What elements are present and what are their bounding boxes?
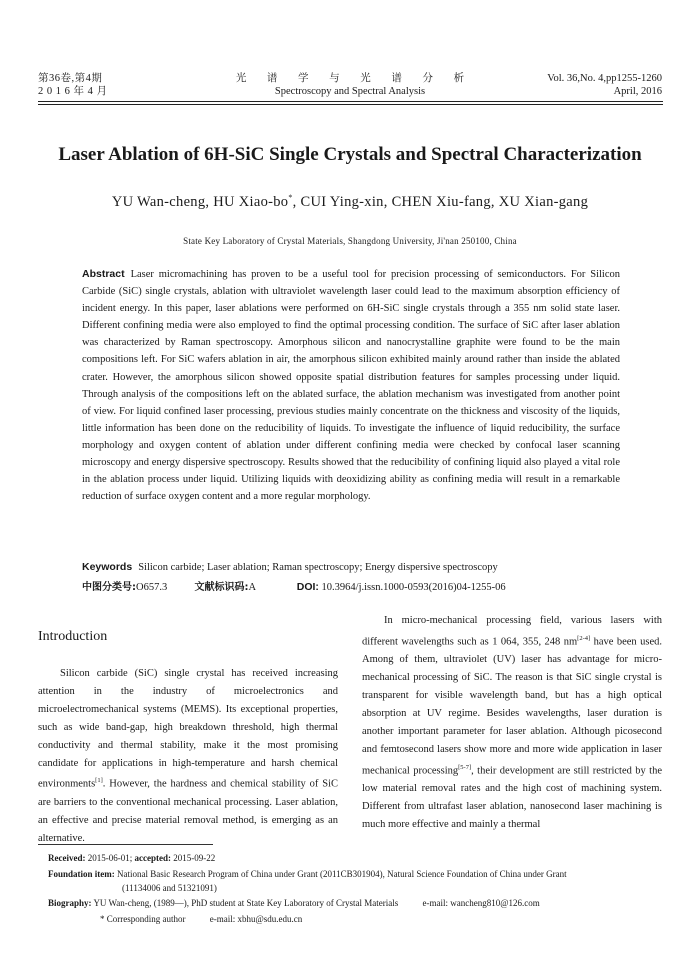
- affiliation: State Key Laboratory of Crystal Materials, Shangdong University, Ji'nan 250100, China: [183, 236, 517, 246]
- footnote-biography: [48, 896, 662, 910]
- header-right: [547, 72, 662, 98]
- section-heading-introduction: Introduction: [38, 629, 108, 644]
- author-list: [0, 193, 700, 211]
- volume-pages: Vol. 36,No. 4,pp1255-1260: [547, 73, 662, 84]
- journal-issue-cn: 第36卷,第4期: [38, 73, 103, 84]
- journal-name-cn: 光 谱 学 与 光 谱 分 析: [235, 73, 474, 84]
- paragraph-text: , their development are still restricted by the low material removal rates and the high cost of machining system. Different from ultrafast laser ablation, nanosecond laser machining is much more effective and mainly a thermal: [362, 765, 663, 830]
- clc-label: 中图分类号:: [82, 582, 136, 593]
- date-cn: 2 0 1 6 年 4 月: [38, 86, 108, 97]
- abstract: [82, 266, 620, 505]
- month-year: April, 2016: [613, 86, 662, 97]
- body-column-right: [362, 612, 662, 834]
- foundation-grants: (11134006 and 51321091): [122, 883, 217, 893]
- accepted-label: accepted:: [134, 853, 171, 863]
- doi-label: DOI:: [296, 581, 319, 593]
- paragraph: [38, 665, 338, 848]
- paragraph-text: have been used. Among of them, ultraviolet (UV) laser has advantage for micro-mechanical processing of SiC. The reason is that SiC single crystal is transparent for visible wavelength band, but has a high optical absorption at UV regime. Besides wavelengths, laser duration is another important parameter for laser ablation. Although picosecond and femtosecond lasers show more and more wide application in laser mechanical processing: [362, 636, 662, 777]
- abstract-text: Laser micromachining has proven to be a useful tool for precision processing of semiconductors. For Silicon Carbide (SiC) single crystals, ablation with ultraviolet wavelength laser could lead to the maximum absorption efficiency of incident energy. In this paper, laser ablations were performed on 6H-SiC single crystals through a 355 nm solid state laser. Different confining media were also employed to find the optimal processing condition. The surface of SiC after laser ablation was characterized by Raman spectroscopy. Amorphous silicon and nanocrystalline graphite were found to be the main compositions left. For SiC wafers ablation in air, the amorphous silicon exhibited mainly around rather than inside the ablated crater. However, the amorphous silicon showed opposite spatial distribution features for samples processing under liquid. Through analysis of the compositions left on the ablated surface, the ablation mechanism was investigated from another point of view. For liquid confined laser processing, previous studies mainly concentrate on the thickness and viscosity of the liquids, little information has been done on the reducibility of liquids. To investigate the influence of liquid reducibility, the surface morphology and oxygen content of ablation under different confining media were checked by confocal laser scanning microscopy and energy dispersive spectroscopy. Results showed that the reducibility of confining liquid also played a vital role in the ablation process under liquid. Utilizing liquids with deoxidizing ability as confining media will result in a remarkable reduction of surface oxygen content and a more regular morphology.: [82, 269, 620, 503]
- footnote-corresponding: [100, 912, 700, 926]
- citation: [2-4]: [577, 634, 591, 642]
- paragraph-text: Silicon carbide (SiC) single crystal has received increasing attention in the industry of microelectronics and microelectromechanical systems (MEMS). Its exceptional properties, such as wide band-gap, high breakdown threshold, high thermal conductivity and thermal stability, make it the most promising candidate for applications in high-temperature and harsh chemical environments: [38, 668, 338, 790]
- authors-first: YU Wan-cheng, HU Xiao-bo: [111, 193, 289, 210]
- footnote-foundation: [48, 867, 662, 895]
- header-rule-bottom: [38, 104, 663, 105]
- corresponding-mark: *: [288, 193, 293, 202]
- header-rule-top: [38, 101, 663, 102]
- abstract-label: Abstract: [82, 268, 125, 280]
- citation: [1]: [95, 777, 103, 785]
- biography-label: Biography:: [48, 898, 92, 908]
- authors-rest: , CUI Ying-xin, CHEN Xiu-fang, XU Xian-gang: [292, 193, 589, 210]
- accepted-date: 2015-09-22: [173, 853, 216, 863]
- clc-value: O657.3: [136, 582, 168, 593]
- received-label: Received:: [48, 853, 86, 863]
- foundation-label: Foundation item:: [48, 869, 115, 879]
- footnote-rule: [38, 844, 213, 845]
- foundation-text: National Basic Research Program of China under Grant (2011CB301904), Natural Science Foundation of China under Grant: [117, 869, 567, 879]
- doi-value: 10.3964/j.issn.1000-0593(2016)04-1255-06: [321, 582, 506, 593]
- keywords-text: Silicon carbide; Laser ablation; Raman spectroscopy; Energy dispersive spectroscopy: [138, 562, 498, 573]
- journal-name-en: Spectroscopy and Spectral Analysis: [274, 86, 426, 97]
- citation: [5-7]: [458, 763, 472, 771]
- keywords: [82, 561, 642, 573]
- corresponding-author: * Corresponding author: [100, 914, 186, 924]
- corresponding-email: e-mail: xbhu@sdu.edu.cn: [209, 914, 303, 924]
- paragraph: [362, 612, 662, 834]
- classification-line: [82, 578, 642, 593]
- body-column-left: [38, 665, 338, 848]
- paragraph-text: In micro-mechanical processing field, various lasers with different wavelengths such as 1 064, 355, 248 nm: [362, 615, 662, 648]
- paper-title: Laser Ablation of 6H-SiC Single Crystals and Spectral Characterization: [58, 144, 642, 165]
- footnote-received: [48, 851, 662, 865]
- keywords-label: Keywords: [82, 561, 133, 573]
- doc-code-value: A: [248, 582, 256, 593]
- doc-code-label: 文献标识码:: [194, 582, 249, 593]
- received-date: 2015-06-01;: [87, 853, 133, 863]
- biography-text: YU Wan-cheng, (1989—), PhD student at State Key Laboratory of Crystal Materials: [93, 898, 399, 908]
- paragraph-text: . However, the hardness and chemical stability of SiC are barriers to the conventional mechanical processing. Laser ablation, an effective and precise material removal method, is emerging as an alternative.: [38, 778, 338, 844]
- biography-email: e-mail: wancheng810@126.com: [422, 898, 540, 908]
